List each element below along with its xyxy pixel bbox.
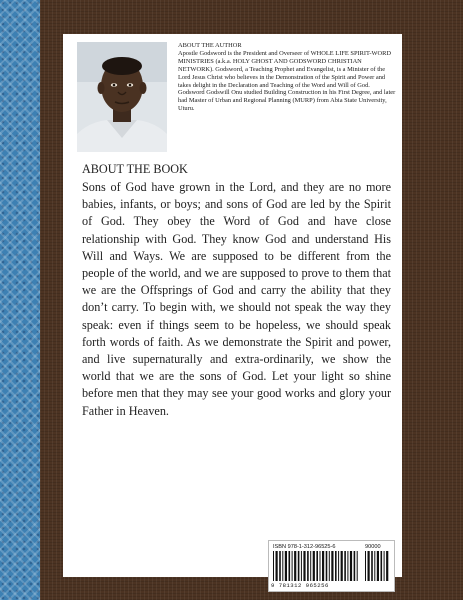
addon-barcode-icon: [365, 551, 391, 581]
price-code: 90000: [365, 544, 381, 550]
about-author-heading: ABOUT THE AUTHOR: [178, 42, 242, 49]
isbn-number: ISBN 978-1-312-96525-6: [273, 544, 336, 550]
about-author-education: Godsword Godswill Onu studied Building Construction in his First Degree, and later had Master of Urban and Regional Planning (MURP) from Abia State University, Uturu.: [178, 89, 396, 113]
back-cover-panel: [63, 34, 402, 577]
about-book-heading: ABOUT THE BOOK: [82, 162, 188, 176]
barcode-bars-icon: [273, 551, 361, 581]
about-author-paragraph: Apostle Godsword is the President and Overseer of WHOLE LIFE SPIRIT-WORD MINISTRIES (a.k.a. HOLY GHOST AND GODSWORD CHRISTIAN NETWORK). Godsword, a Teaching Prophet and Evangelist, is a Minister of the Lord Jesus Christ who believes in the Demonstration of the Spirit and Power and takes delight in the Declaration and Teaching of the Word and Will of God.: [178, 49, 391, 89]
about-author: [178, 42, 396, 113]
barcode-digits: 9 781312 965256: [271, 582, 329, 589]
about-book-body: Sons of God have grown in the Lord, and they are no more babies, infants, or boys; and sons of God are led by the Spirit of God. They obey the Word of God and have close relationship with God. They know God and understand His Will and Ways. We are supposed to be different from the people of the world, and we are supposed to prove to them that we are the Offsprings of God and carry the ability that they don’t carry. To begin with, we should not speak the way they speak: even if things seem to be hopeless, we should speak forth words of faith. As we demonstrate the Spirit and power, and live supernaturally and extra-ordinarily, we show the world that we are the sons of God. Let your light so shine before men that they may see your good works and glory your Father in Heaven.: [82, 180, 391, 418]
author-portrait-icon: [77, 42, 167, 152]
isbn-barcode: [268, 540, 395, 592]
author-photo: [77, 42, 167, 152]
spine-pattern: [0, 0, 40, 600]
about-book: [82, 162, 391, 420]
